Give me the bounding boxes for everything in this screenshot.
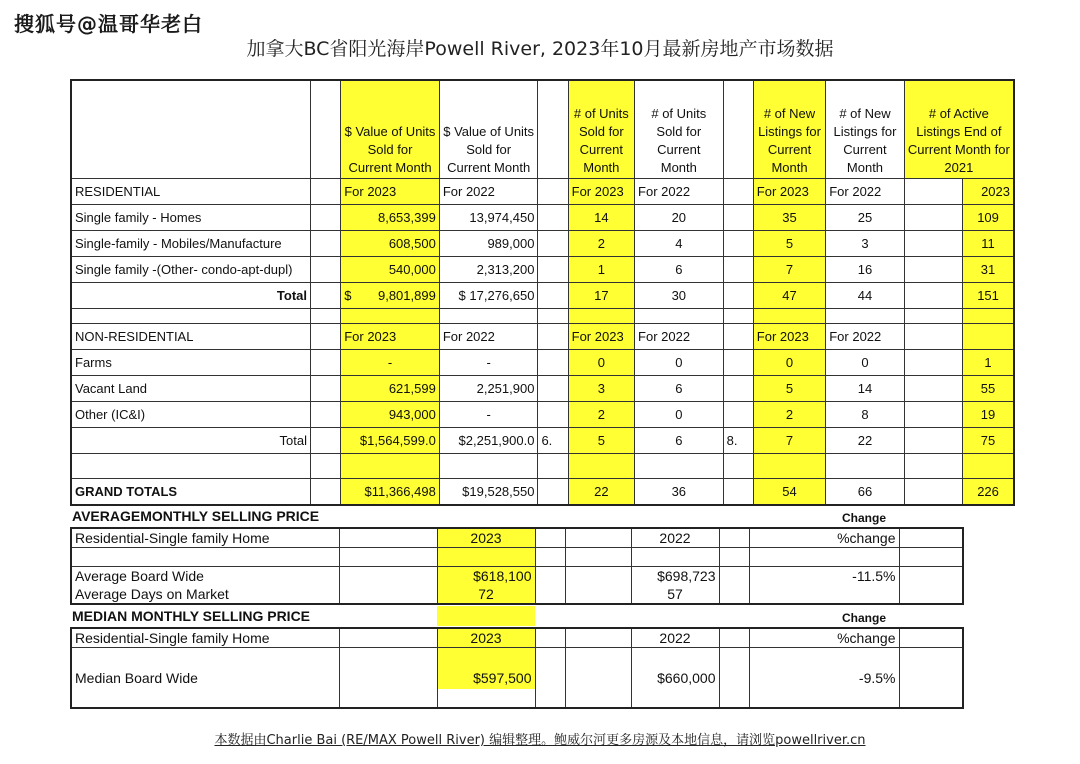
cell: 6. (538, 428, 568, 454)
cell: 22 (826, 428, 904, 454)
cell: $660,000 (631, 648, 719, 690)
cell: 7 (753, 257, 825, 283)
table-row (71, 648, 963, 690)
cell: 25 (826, 205, 904, 231)
cell: 1 (568, 257, 634, 283)
cell: 17 (568, 283, 634, 309)
cell: $11,366,498 (341, 479, 440, 506)
cell: -9.5% (749, 648, 899, 690)
table-row (71, 231, 1014, 257)
cell: 5 (753, 231, 825, 257)
cell: 226 (963, 479, 1014, 506)
row-label: Vacant Land (71, 376, 311, 402)
cell: 54 (753, 479, 825, 506)
cell: 0 (753, 350, 825, 376)
cell: - (439, 402, 538, 428)
header-row (71, 80, 1014, 179)
cell: 55 (963, 376, 1014, 402)
cell: 19 (963, 402, 1014, 428)
average-price-table (70, 527, 964, 605)
cell: - (341, 350, 440, 376)
spacer-row (71, 689, 963, 708)
watermark: 搜狐号@温哥华老白 (14, 12, 203, 36)
cell: 31 (963, 257, 1014, 283)
row-label: Residential-Single family Home (71, 628, 339, 648)
row-label: Median Board Wide (71, 648, 339, 690)
footer-note: 本数据由Charlie Bai (RE/MAX Powell River) 编辑整理。鲍威尔河更多房源及本地信息，请浏览powellriver.cn (214, 733, 866, 748)
year-2023: 2023 (437, 628, 535, 648)
cell: 540,000 (341, 257, 440, 283)
median-highlight (437, 606, 535, 626)
year-2022: 2022 (631, 528, 719, 548)
table-row (71, 567, 963, 586)
year-2023: 2023 (437, 528, 535, 548)
row-label: Residential-Single family Home (71, 528, 339, 548)
total-label: Total (71, 283, 311, 309)
cell: 109 (963, 205, 1014, 231)
cell: 72 (437, 585, 535, 604)
row-label: Single-family - Mobiles/Manufacture (71, 231, 311, 257)
table-row (71, 205, 1014, 231)
table-row (71, 257, 1014, 283)
year-2022: 2022 (631, 628, 719, 648)
for-2023: For 2023 (568, 324, 634, 350)
cell: 4 (635, 231, 724, 257)
cell: 14 (826, 376, 904, 402)
cell: 35 (753, 205, 825, 231)
cell: 151 (963, 283, 1014, 309)
cell: 75 (963, 428, 1014, 454)
median-section-title: MEDIAN MONTHLY SELLING PRICE (72, 608, 311, 624)
cell: 0 (635, 350, 724, 376)
residential-label: RESIDENTIAL (71, 179, 311, 205)
grand-totals-row (71, 479, 1014, 506)
cell: 6 (635, 376, 724, 402)
spacer-row (71, 309, 1014, 324)
active-year: 2023 (963, 179, 1014, 205)
for-2023: For 2023 (753, 324, 825, 350)
nonresidential-label: NON-RESIDENTIAL (71, 324, 311, 350)
cell: 0 (635, 402, 724, 428)
cell: 2 (568, 231, 634, 257)
for-2023: For 2023 (568, 179, 634, 205)
cell: 5 (753, 376, 825, 402)
residential-header-row (71, 179, 1014, 205)
header-value-current: $ Value of Units Sold for Current Month (341, 80, 440, 179)
cell: 44 (826, 283, 904, 309)
spacer-row (71, 454, 1014, 479)
cell: - (439, 350, 538, 376)
cell: 8. (723, 428, 753, 454)
cell: 47 (753, 283, 825, 309)
table-row (71, 376, 1014, 402)
cell: 66 (826, 479, 904, 506)
cell: 57 (631, 585, 719, 604)
for-2023: For 2023 (341, 179, 440, 205)
percent-change-label: %change (749, 628, 899, 648)
row-label: Other (IC&I) (71, 402, 311, 428)
dollar-sign: $ (344, 288, 352, 303)
table-row (71, 628, 963, 648)
cell: 22 (568, 479, 634, 506)
cell: 13,974,450 (439, 205, 538, 231)
residential-total-row (71, 283, 1014, 309)
row-label: Farms (71, 350, 311, 376)
header-new-listings-previous: # of New Listings for Current Month (826, 80, 904, 179)
cell: 2,251,900 (439, 376, 538, 402)
cell: 30 (635, 283, 724, 309)
cell: 2 (568, 402, 634, 428)
market-data-table (70, 79, 1015, 506)
cell: 3 (826, 231, 904, 257)
header-new-listings-current: # of New Listings for Current Month (753, 80, 825, 179)
cell: $1,564,599.0 (341, 428, 440, 454)
for-2023: For 2023 (753, 179, 825, 205)
cell: 0 (826, 350, 904, 376)
cell: 1 (963, 350, 1014, 376)
for-2022: For 2022 (826, 324, 904, 350)
table-row (71, 402, 1014, 428)
page-title: 加拿大BC省阳光海岸Powell River, 2023年10月最新房地产市场数据 (246, 38, 834, 60)
cell: $19,528,550 (439, 479, 538, 506)
cell: 989,000 (439, 231, 538, 257)
cell: 943,000 (341, 402, 440, 428)
cell: 11 (963, 231, 1014, 257)
total-label: Total (71, 428, 311, 454)
cell-value: 9,801,899 (377, 288, 436, 303)
median-change-label: Change (842, 611, 887, 625)
nonresidential-header-row (71, 324, 1014, 350)
cell: 36 (635, 479, 724, 506)
row-label: Average Board Wide (71, 567, 339, 586)
cell: 3 (568, 376, 634, 402)
row-label: Single family -(Other- condo-apt-dupl) (71, 257, 311, 283)
table-row (71, 585, 963, 604)
cell: 621,599 (341, 376, 440, 402)
cell: -11.5% (749, 567, 899, 586)
cell: $2,251,900.0 (439, 428, 538, 454)
spacer-row (71, 548, 963, 567)
for-2022: For 2022 (439, 179, 538, 205)
for-2022: For 2022 (826, 179, 904, 205)
cell: 608,500 (341, 231, 440, 257)
median-price-table (70, 627, 964, 709)
for-2022: For 2022 (439, 324, 538, 350)
cell: 8,653,399 (341, 205, 440, 231)
cell: $618,100 (437, 567, 535, 586)
cell: 7 (753, 428, 825, 454)
cell: 5 (568, 428, 634, 454)
cell: 2,313,200 (439, 257, 538, 283)
for-2023: For 2023 (341, 324, 440, 350)
cell: 8 (826, 402, 904, 428)
cell: $698,723 (631, 567, 719, 586)
for-2022: For 2022 (635, 179, 724, 205)
cell: 2 (753, 402, 825, 428)
cell: 20 (635, 205, 724, 231)
header-active-listings: # of Active Listings End of Current Month for 2021 (904, 80, 1014, 179)
cell: 14 (568, 205, 634, 231)
row-label: Average Days on Market (71, 585, 339, 604)
for-2022: For 2022 (635, 324, 724, 350)
header-units-current: # of Units Sold for Current Month (568, 80, 634, 179)
table-row (71, 350, 1014, 376)
cell: 16 (826, 257, 904, 283)
row-label: Single family - Homes (71, 205, 311, 231)
cell (341, 283, 440, 309)
percent-change-label: %change (749, 528, 899, 548)
average-section-title: AVERAGEMONTHLY SELLING PRICE (72, 508, 320, 524)
grand-totals-label: GRAND TOTALS (71, 479, 311, 506)
cell: 6 (635, 257, 724, 283)
nonresidential-total-row (71, 428, 1014, 454)
average-change-label: Change (842, 511, 887, 525)
cell: $597,500 (437, 648, 535, 690)
table-row (71, 528, 963, 548)
header-units-previous: # of Units Sold for Current Month (635, 80, 724, 179)
cell: 0 (568, 350, 634, 376)
cell: $ 17,276,650 (439, 283, 538, 309)
header-value-previous: $ Value of Units Sold for Current Month (439, 80, 538, 179)
cell: 6 (635, 428, 724, 454)
